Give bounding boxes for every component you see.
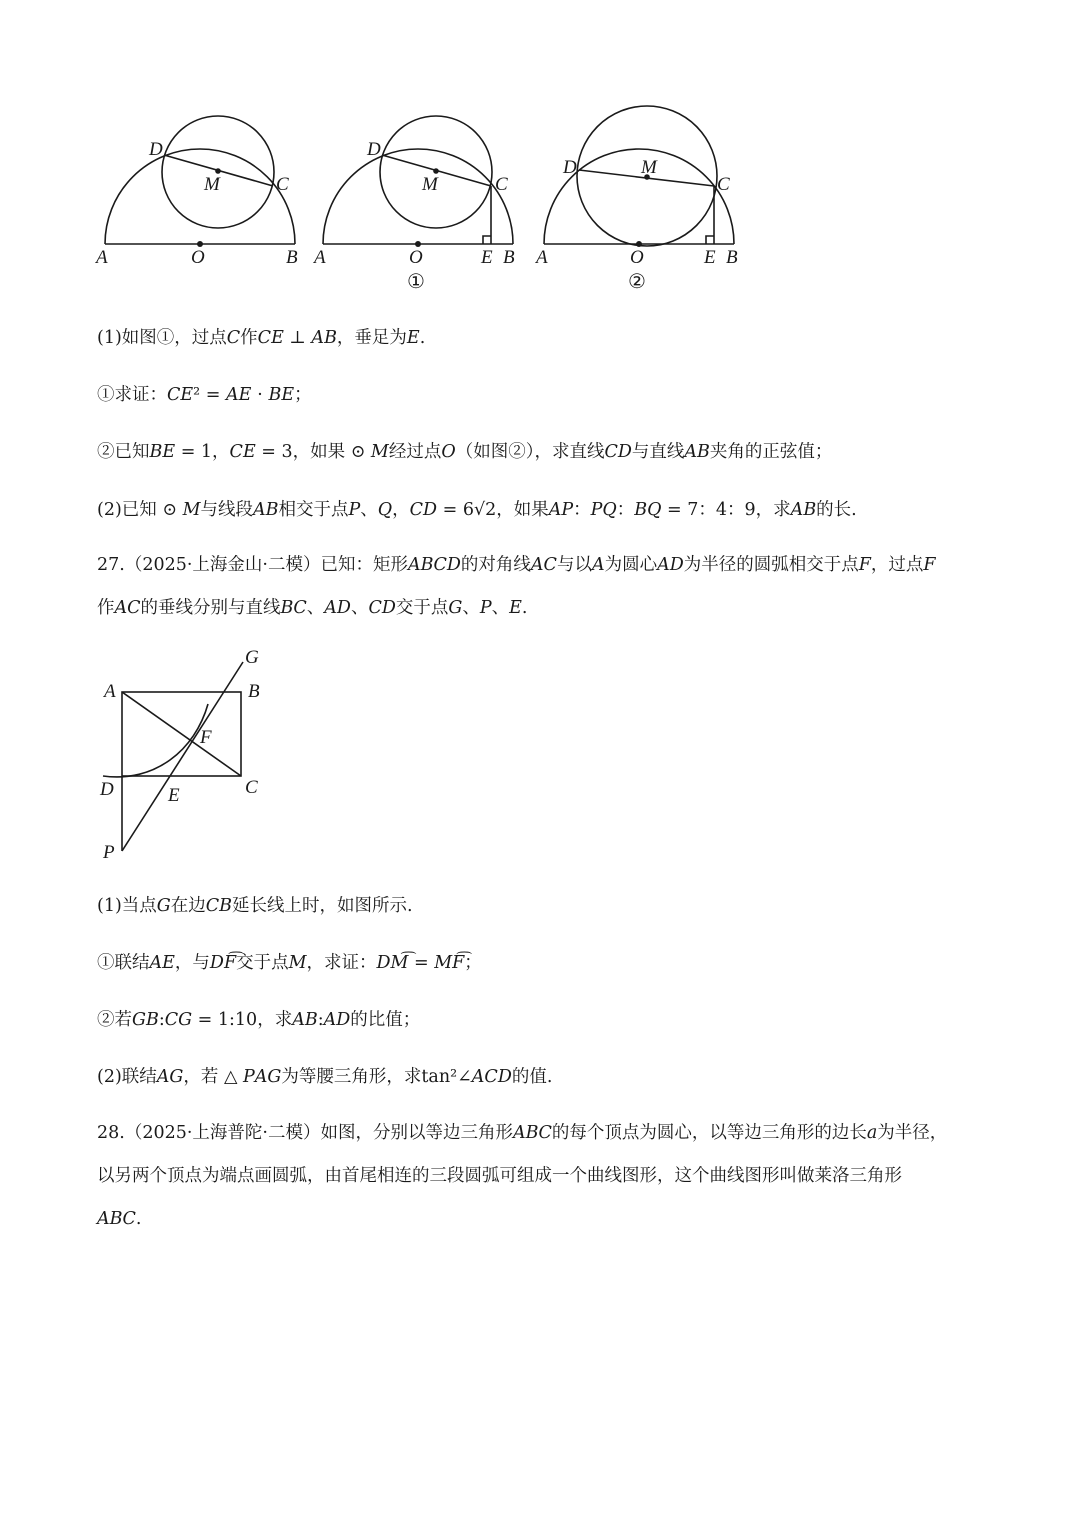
label-a: A [104,681,116,702]
figure-q27 [95,640,285,870]
label-c: C [717,174,730,195]
point-m [215,168,221,174]
label-p: P [103,842,115,863]
label-b: B [286,247,298,268]
label-c: C [495,174,508,195]
semicircle [105,149,295,244]
q27-part1-proof: ①联结𝐴𝐸，与𝐷𝐹͡交于点𝑀，求证：𝐷𝑀͡ = 𝑀𝐹͡； [97,953,482,973]
label-o: O [630,247,644,268]
q26-part1-sine: ②已知𝐵𝐸 = 1，𝐶𝐸 = 3，如果 ⊙ 𝑀经过点𝑂（如图②），求直线𝐶𝐷与直线𝐴𝐵夹角的正弦值； [97,442,833,462]
figure-q26-1 [312,116,515,293]
label-c: C [245,777,258,798]
label-c: C [276,174,289,195]
label-a: A [536,247,548,268]
label-d: D [367,139,381,160]
label-b: B [248,681,260,702]
label-m: M [641,157,657,178]
q27-part1-ratio: ②若𝐺𝐵:𝐶𝐺 = 1:10，求𝐴𝐵:𝐴𝐷的比值； [97,1010,421,1030]
label-b: B [503,247,515,268]
right-angle-mark [483,236,491,244]
point-m [433,168,439,174]
label-m: M [204,174,220,195]
label-d: D [149,139,163,160]
label-e: E [481,247,493,268]
diagonal-ac [122,692,241,776]
label-b: B [726,247,738,268]
label-m: M [422,174,438,195]
q26-part2: (2)已知 ⊙ 𝑀与线段𝐴𝐵相交于点𝑃、𝑄，𝐶𝐷 = 6√2，如果𝐴𝑃：𝑃𝑄：𝐵𝑄 = 7：4：9，求𝐴𝐵的长. [97,500,857,520]
label-o: O [409,247,423,268]
label-d: D [100,779,114,800]
figure-q26 [90,100,760,300]
label-d: D [563,157,577,178]
q28-line3: 𝐴𝐵𝐶. [97,1209,142,1229]
figure-q26-base [94,116,298,268]
q27-part2: (2)联结𝐴𝐺，若 △ 𝑃𝐴𝐺为等腰三角形，求tan²∠𝐴𝐶𝐷的值. [97,1067,553,1087]
q27-part1: (1)当点𝐺在边𝐶𝐵延长线上时，如图所示. [97,896,413,916]
q26-part1-proof: ①求证：𝐶𝐸² = 𝐴𝐸 ⋅ 𝐵𝐸； [97,385,312,405]
line-gp [122,662,243,851]
q26-part1: (1)如图①，过点𝐶作𝐶𝐸 ⊥ 𝐴𝐵，垂足为𝐸. [97,328,426,348]
q27-stem-line2: 作𝐴𝐶的垂线分别与直线𝐵𝐶、𝐴𝐷、𝐶𝐷交于点𝐺、𝑃、𝐸. [97,598,528,618]
label-e: E [704,247,716,268]
label-f: F [200,727,212,748]
caption-2: ② [628,271,646,293]
q28-line2: 以另两个顶点为端点画圆弧，由首尾相连的三段圆弧可组成一个曲线图形，这个曲线图形叫做莱洛三角形 [97,1166,902,1186]
right-angle-mark [706,236,714,244]
label-a: A [314,247,326,268]
label-g: G [245,647,259,668]
q27-stem-line1: 27.（2025·上海金山·二模）已知：矩形𝐴𝐵𝐶𝐷的对角线𝐴𝐶与以𝐴为圆心𝐴𝐷为半径的圆弧相交于点𝐹，过点𝐹 [97,555,936,575]
label-o: O [191,247,205,268]
q28-line1: 28.（2025·上海普陀·二模）如图，分别以等边三角形𝐴𝐵𝐶的每个顶点为圆心，以等边三角形的边长𝑎为半径， [97,1123,948,1143]
caption-1: ① [407,271,425,293]
figure-q26-2 [534,106,738,293]
label-e: E [168,785,180,806]
label-a: A [96,247,108,268]
semicircle [323,149,513,244]
